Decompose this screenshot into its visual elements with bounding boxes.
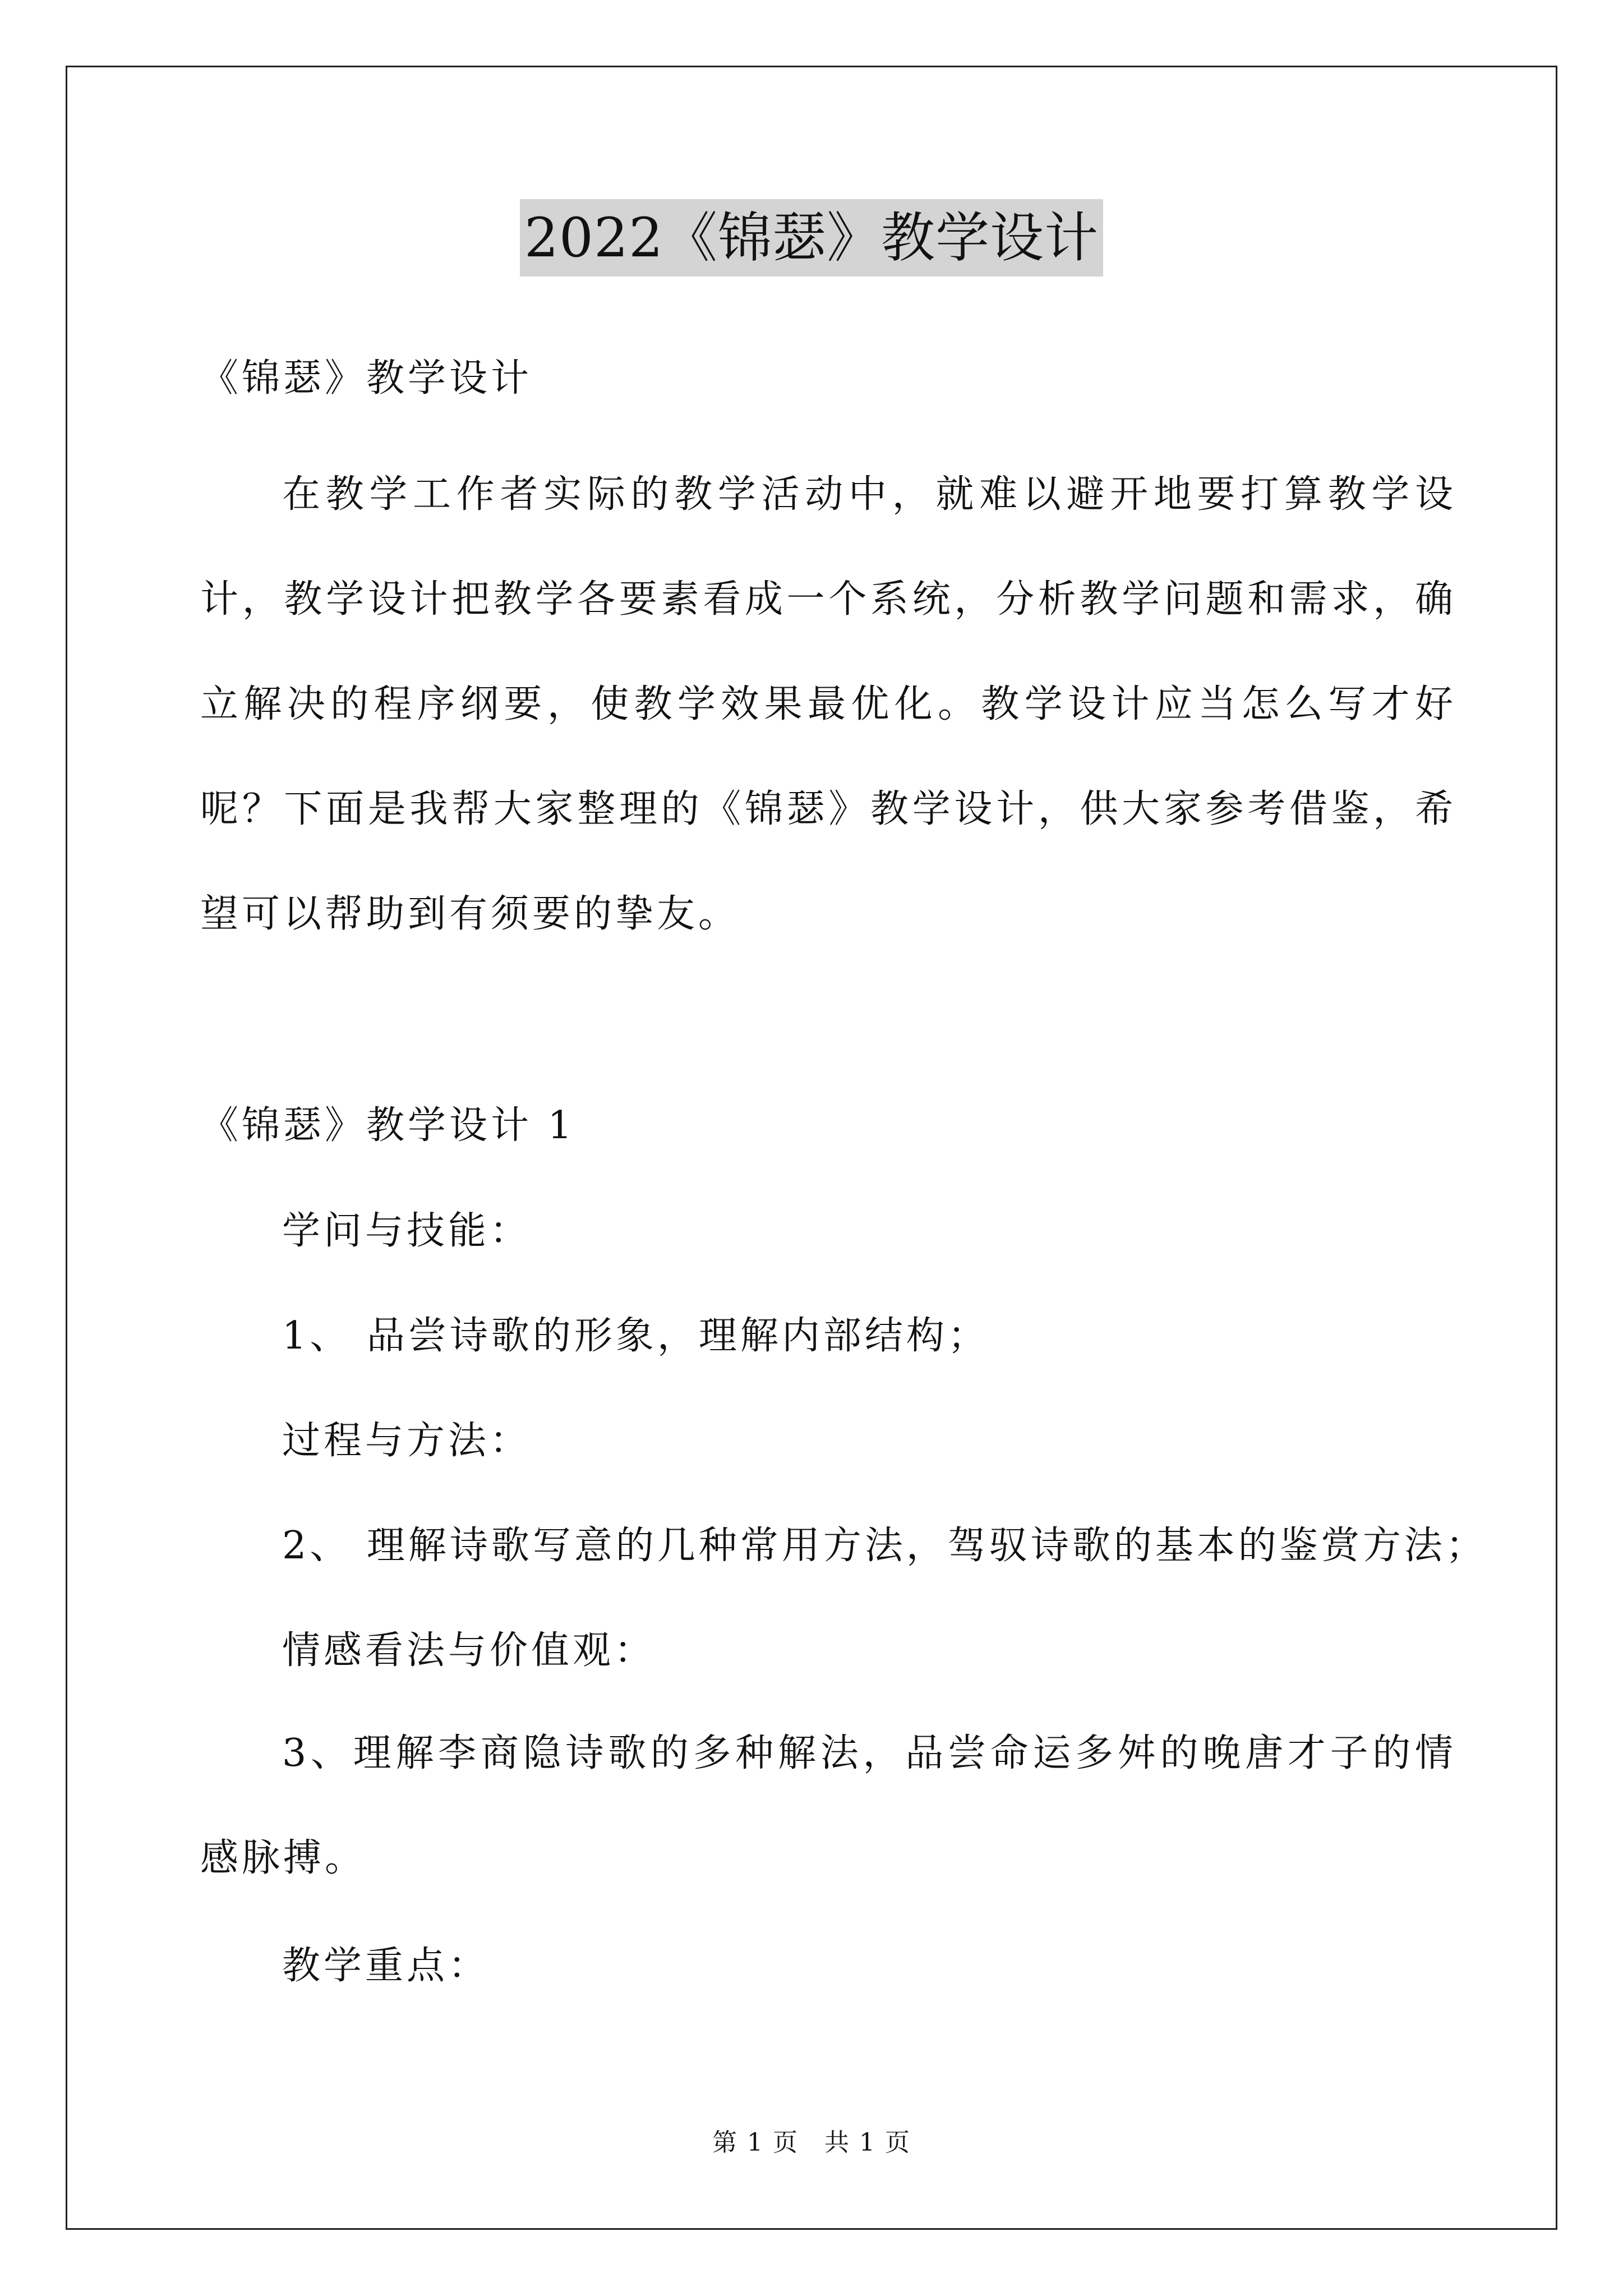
focus-heading: 教学重点： — [282, 1944, 490, 1988]
intro-paragraph: 在教学工作者实际的教学活动中，就难以避开地要打算教学设计，教学设计把教学各要素看成一个系统，分析教学问题和需求，确立解决的程序纲要，使教学效果最优化。教学设计应当怎么写才好呢？下面是我帮大家整理的《锦瑟》教学设计，供大家参考借鉴，希望可以帮助到有须要的挚友。 — [200, 472, 1456, 936]
section-heading: 《锦瑟》教学设计 1 — [200, 1103, 575, 1148]
list-item: 1、 品尝诗歌的形象，理解内部结构； — [282, 1314, 989, 1358]
list-item: 情感看法与价值观： — [282, 1628, 656, 1673]
document-subtitle: 《锦瑟》教学设计 — [200, 356, 533, 401]
item-three-paragraph: 3、理解李商隐诗歌的多种解法，品尝命运多舛的晚唐才子的情感脉搏。 — [200, 1731, 1456, 1880]
list-item: 2、 理解诗歌写意的几种常用方法，驾驭诗歌的基本的鉴赏方法； — [282, 1524, 1487, 1568]
title-wrapper — [0, 199, 1623, 277]
page-footer: 第 1 页 共 1 页 — [712, 2128, 911, 2157]
list-item: 学问与技能： — [282, 1209, 532, 1253]
document-title: 2022《锦瑟》教学设计 — [520, 199, 1103, 277]
list-item: 过程与方法： — [282, 1419, 532, 1463]
